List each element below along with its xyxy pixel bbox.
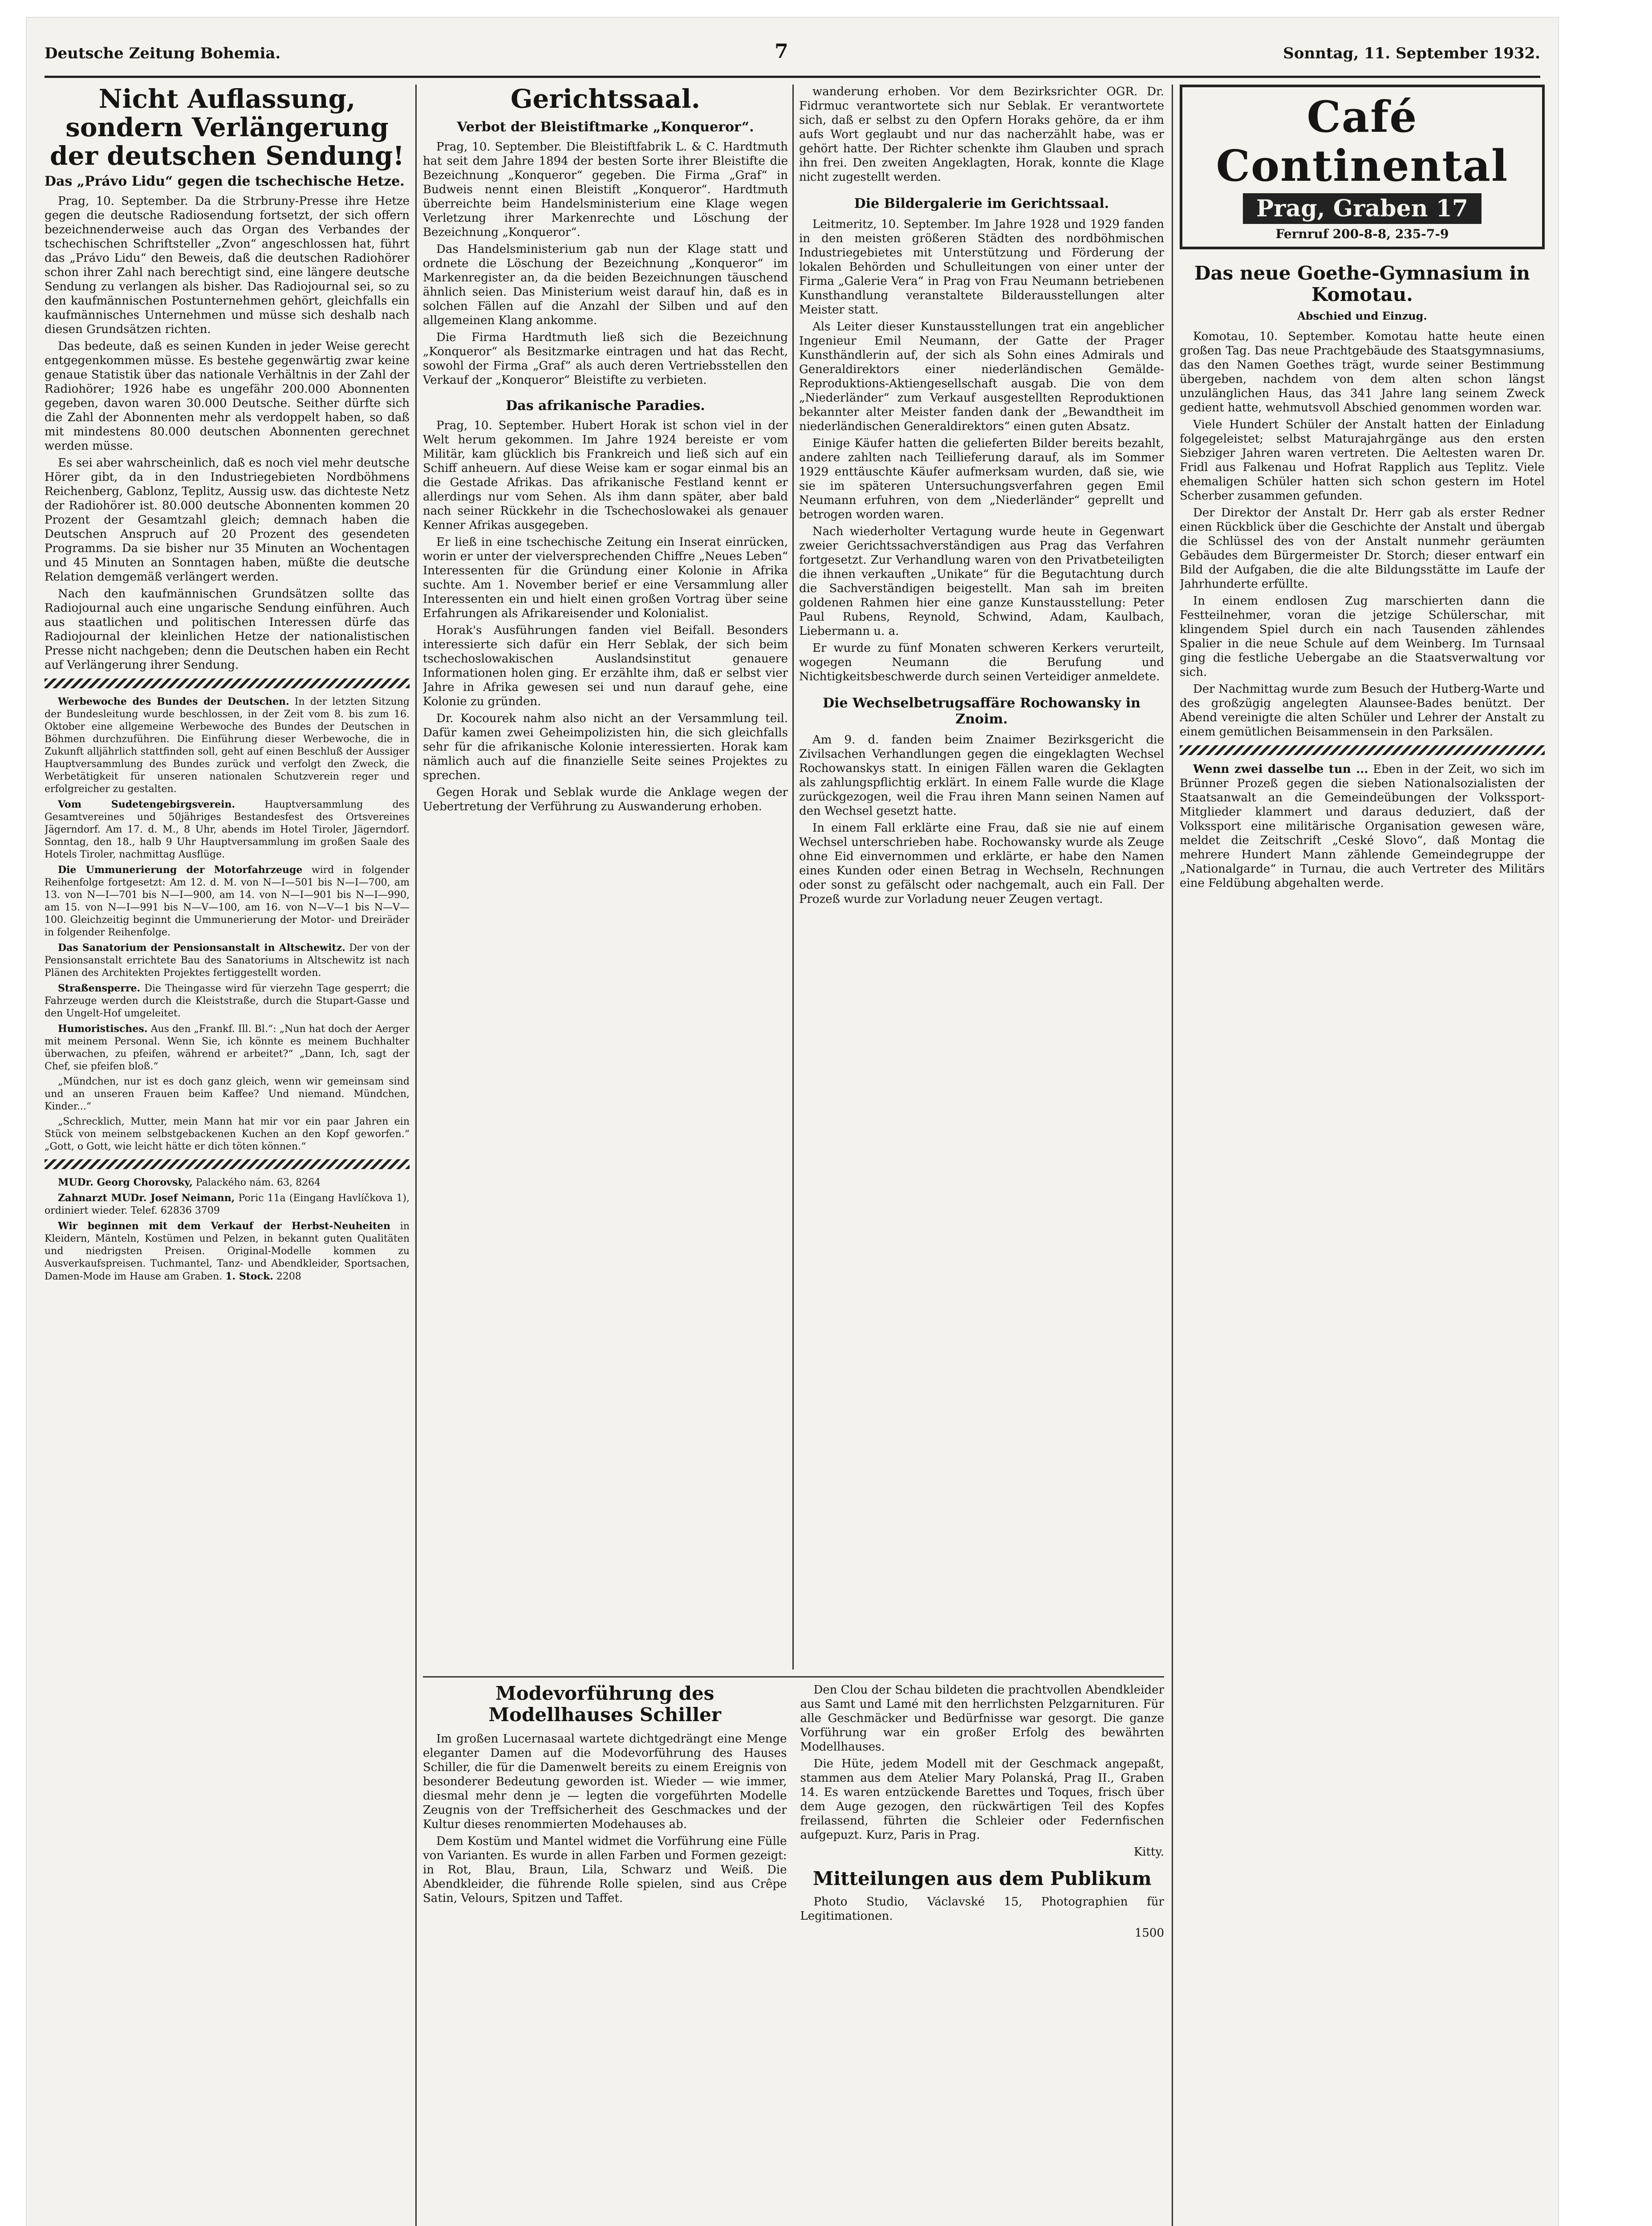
paragraph: „Mündchen, nur ist es doch ganz gleich, wenn wir gemeinsam sind und an unseren Frauen beim Kaffee? Und niemand. Mündchen, Kinder...“ <box>45 1076 410 1112</box>
column-rule <box>415 85 417 2226</box>
paragraph: wanderung erhoben. Vor dem Bezirksrichter OGR. Dr. Fidrmuc verantwortete sich nur Seblak. Er verantwortete sich, daß er selbst zu den Opfern Horaks gehöre, da er ihm aufs Wort geglaubt und nur das nacherzählt habe, was er gehört hatte. Der Richter schenkte ihm Glauben und sprach ihn frei. Den zweiten Angeklagten, Horak, konnte die Klage nicht zugestellt werden. <box>799 85 1164 184</box>
article-headline: Nicht Auflassung, sondern Verlängerung der deutschen Sendung! <box>50 85 404 171</box>
section-title: Gerichtssaal. <box>511 85 700 114</box>
advert-doctor-address: Palackého nám. 63, <box>195 1177 293 1188</box>
notice-title: Werbewoche des Bundes der Deutschen. <box>58 696 289 707</box>
paragraph: Die Hüte, jedem Modell mit der Geschmack angepaßt, stammen aus dem Atelier Mary Polanská, Prag II., Graben 14. Es waren entzückende Barettes und Toques, frisch über dem Auge gezogen, den rückwärtigen Teil des Kopfes freilassend, führten die Schleier oder Federnfischen aufgepuzt. Kurz, Paris in Prag. <box>800 1757 1164 1842</box>
notice-title: Das Sanatorium der Pensionsanstalt in Altschewitz. <box>58 942 345 954</box>
paragraph: Horak's Ausführungen fanden viel Beifall. Besonders interessierte sich dafür ein Herr Seblak, der sich beim tschechoslowakischen Auslandsinstitut genauere Informationen holen ging. Er erzählte ihm, daß er selbst vier Jahre in Afrika gewesen sei und nun darauf gehe, eine Kolonie zu gründen. <box>423 624 788 708</box>
article-headline: Das neue Goethe-Gymnasium in Komotau. <box>1194 262 1530 305</box>
paragraph: Dr. Kocourek nahm also nicht an der Versammlung teil. Dafür kamen zwei Geheimpolizisten hin, die sich gleichfalls sehr für die afrikanische Kolonie interessierten. Horak kam nämlich auch auf die finanzielle Seite seines Projektes zu sprechen. <box>423 712 788 782</box>
article-subheadline: Abschied und Einzug. <box>1297 309 1427 322</box>
paragraph: Nach wiederholter Vertagung wurde heute in Gegenwart zweier Gerichtssachverständigen aus Prag das Verfahren fortgesetzt. Zur Verhandlung waren von den Privatbeteiligten die ihnen verkauften „Unikate“ für die Begutachtung durch die Sachverständigen beigestellt. Man sah im breiten goldenen Rahmen hier eine ganze Kunstausstellung: Peter Paul Rubens, Reynold, Schwind, Adam, Kaulbach, Liebermann u. a. <box>799 525 1164 638</box>
paragraph: Als Leiter dieser Kunstausstellungen trat ein angeblicher Ingenieur Emil Neumann, der Gatte der Prager Kunsthändlerin auf, der sich als Sohn eines Admirals und Generaldirektors einer niederländischen Gemälde-Reproduktions-Aktiengesellschaft ausgab. Die von dem „Niederländer“ zum Verkauf ausgestellten Reproduktionen bekannter alter Meister fanden dank der „Bewandtheit im niederländischen Generaldirektors“ einen guten Absatz. <box>799 320 1164 433</box>
author-signature: Kitty. <box>1133 1845 1164 1859</box>
paragraph: Es sei aber wahrscheinlich, daß es noch viel mehr deutsche Hörer gibt, da in den Industriegebieten Nordböhmens Reichenberg, Gablonz, Teplitz, Aussig usw. das dichteste Netz der Radiohörer ist. 80.000 deutsche Abonnenten kommen 20 Prozent der Gesamtzahl gleich; demnach haben die Deutschen Anspruch auf 20 Prozent des gesendeten Programms. Da sie bisher nur 35 Minuten an Wochentagen und 45 Minuten an Sonntagen haben, müßte die deutsche Relation demgemäß verlängert werden. <box>45 456 410 584</box>
paragraph: Prag, 10. September. Da die Strbruny-Presse ihre Hetze gegen die deutsche Radiosendung fortsetzt, der sich offern bezeichnenderweise auch das Organ des Verbandes der tschechischen Schriftsteller „Zvon“ angeschlossen hat, führt das „Právo Lidu“ den Beweis, daß die deutschen Radiohörer schon ihrer Zahl nach berechtigt sind, eine längere deutsche Sendung zu verlangen als bisher. Das Radiojournal sei, so zu den kaufmännischen Postunternehmen gehört, gleichfalls ein kaufmännisches Unternehmen und müsse sich deshalb nach diesen Grundsätzen richten. <box>45 195 410 336</box>
notice-text: Hauptversammlung des Gesamtvereines und 50jähriges Bestandesfest des Ortsvereines Jägerndorf. Am 17. d. M., 8 Uhr, abends im Hotel Tiroler, Jägerndorf. Sonntag, den 18., halb 9 Uhr Hauptversammlung im großen Saale des Hotels Tiroler, nachmittag Ausflüge. <box>45 799 410 860</box>
advert-name: Café Continental <box>1216 92 1509 191</box>
advert-doctor-name: MUDr. Georg Chorovsky, <box>58 1177 193 1188</box>
paragraph: Der Direktor der Anstalt Dr. Herr gab als erster Redner einen Rückblick über die Geschichte der Anstalt und übergab die Schlüssel des von der Anstalt nunmehr geräumten Gebäudes dem Bürgermeister Dr. Storch; dieser entwarf ein Bild der Aufgaben, die die alte Bildungsstätte im Laufe der Jahrhunderte erfüllte. <box>1180 506 1545 591</box>
notice-title: Humoristisches. <box>58 1023 148 1035</box>
advert-text: in Kleidern, Mänteln, Kostümen und Pelzen, in bekannt guten Qualitäten und niedrigsten Preisen. Original-Modelle kommen zu Ausverkaufspreisen. Tuchmantel, Tanz- und Abendkleider, Sportsachen, Damen-Mode im Hause am Graben. <box>45 1221 410 1282</box>
column-rule <box>1172 85 1173 2226</box>
advert-number: 1500 <box>1134 1926 1164 1940</box>
paragraph: In einem Fall erklärte eine Frau, daß sie nie auf einem Wechsel unterschrieben habe. Rochowansky wurde als Zeuge ohne Eid einvernommen und erklärte, er habe den Namen eines Kunden oder einen Betrag in Wechseln, Rechnungen oder sonst zu gefälscht oder nachgemalt, auch ein Fall. Der Prozeß wurde zur Vorladung neuer Zeugen vertagt. <box>799 821 1164 906</box>
page-number: 7 <box>775 40 788 63</box>
notice-title: Vom Sudetengebirgsverein. <box>58 799 235 810</box>
article-headline: Modevorführung des Modellhauses Schiller <box>488 1683 722 1726</box>
column-3 <box>799 85 1164 1670</box>
paragraph: Komotau, 10. September. Komotau hatte heute einen großen Tag. Das neue Prachtgebäude des Staatsgymnasiums, das den Namen Goethes trägt, wurde seiner Bestimmung übergeben, nachdem von dem alten schon längst unzulänglichen Haus, das 341 Jahre lang seinem Zweck gedient hatte, wehmutsvoll Abschied genommen worden war. <box>1180 330 1545 414</box>
article-subtitle: Das „Právo Lidu“ gegen die tschechische Hetze. <box>45 174 405 189</box>
advert-footer: 1. Stock. <box>225 1271 273 1282</box>
paragraph: „Schrecklich, Mutter, mein Mann hat mir vor ein paar Jahren ein Stück von meinem selbstgebackenen Kuchen an den Kopf geworfen.“ „Gott, o Gott, wie leicht hätte er dich töten können.“ <box>45 1116 410 1152</box>
advert-number: 2208 <box>276 1271 301 1282</box>
column-4 <box>1180 85 1545 2226</box>
notice-title: Die Ummunerierung der Motorfahrzeuge <box>58 864 303 876</box>
notice-text: Aus den „Frankf. Ill. Bl.“: „Nun hat doch der Aerger mit meinem Personal. Wenn Sie, ich könnte es meinem Buchhalter überwachen, zu pfeifen, während er arbeitet?“ „Dann, Ich, sagt der Chef, sie pfeifen bloß.“ <box>45 1024 410 1072</box>
section-divider <box>1180 745 1545 755</box>
paragraph: Er ließ in eine tschechische Zeitung ein Inserat einrücken, worin er unter der vielversprechenden Chiffre „Neues Leben“ Interessenten für die Gründung einer Kolonie in Afrika suchte. Am 1. November berief er eine Versammlung aller Interessenten ein und hielt einen großen Vortrag über seine Erfahrungen als Afrikareisender und Kolonialist. <box>423 536 788 620</box>
fashion-article-continued <box>800 1683 1165 1943</box>
notice-text: Die Theingasse wird für vierzehn Tage gesperrt; die Fahrzeuge werden durch die Kleiststraße, durch die Stupart-Gasse und den Ungelt-Hof umgeleitet. <box>45 983 410 1019</box>
fashion-article <box>423 1683 787 1943</box>
paragraph: Gegen Horak und Seblak wurde die Anklage wegen der Uebertretung der Verführung zu Auswanderung erhoben. <box>423 786 788 813</box>
issue-date: Sonntag, 11. September 1932. <box>1283 45 1540 62</box>
paragraph: Photo Studio, Václavské 15, Photographien für Legitimationen. <box>800 1895 1164 1923</box>
article-headline: Verbot der Bleistiftmarke „Konqueror“. <box>457 119 754 135</box>
page-header <box>45 27 1540 78</box>
paragraph: Den Clou der Schau bildeten die prachtvollen Abendkleider aus Samt und Lamé mit den herrlichsten Pelzgarnituren. Für alle Geschmäcker und Bedürfnisse war gesorgt. Die ganze Vorführung war ein großer Erfolg des bewährten Modellhauses. <box>800 1683 1164 1754</box>
paragraph: In einem endlosen Zug marschierten dann die Festteilnehmer, voran die jetzige Schülerschar, mit klingendem Spiel durch ein nach Tausenden zählendes Spalier in die neue Schule auf dem Weinberg. Im Turnsaal ging die festliche Uebergabe an die Staatsverwaltung vor sich. <box>1180 594 1545 679</box>
paragraph: Er wurde zu fünf Monaten schweren Kerkers verurteilt, wogegen Neumann die Berufung und Nichtigkeitsbeschwerde durch seinen Verteidiger anmeldete. <box>799 642 1164 683</box>
advert-title: Wir beginnen mit dem Verkauf der Herbst-Neuheiten <box>58 1220 391 1232</box>
paragraph: Im großen Lucernasaal wartete dichtgedrängt eine Menge eleganter Damen auf die Modevorführung des Hauses Schiller, die für die Damenwelt bereits zu einem Ereignis von besonderer Bedeutung geworden ist. Wieder — wie immer, diesmal mehr denn je — legten die vorgeführten Modelle Zeugnis von der Treffsicherheit des Geschmackes und der Kultur dieses renommierten Modehauses ab. <box>423 1732 787 1831</box>
newspaper-name: Deutsche Zeitung Bohemia. <box>45 45 281 62</box>
column-2 <box>423 85 788 1670</box>
section-title: Mitteilungen aus dem Publikum <box>812 1868 1152 1889</box>
paragraph: Nach den kaufmännischen Grundsätzen sollte das Radiojournal auch eine ungarische Sendung einführen. Auch aus staatlichen und politischen Interessen dürfe das Radiojournal der kleinlichen Hetze der nationalistischen Presse nicht nachgeben; denn die Deutschen haben ein Recht auf Verlängerung ihrer Sendung. <box>45 587 410 672</box>
article-headline: Die Bildergalerie im Gerichtssaal. <box>854 196 1109 211</box>
paragraph: Dem Kostüm und Mantel widmet die Vorführung eine Fülle von Varianten. Es wurde in allen Farben und Formen gezeigt: in Rot, Blau, Braun, Lila, Schwarz und Weiß. Die Abendkleider, die führende Rolle spielen, sind aus Crêpe Satin, Velours, Spitzen und Taffet. <box>423 1835 787 1905</box>
paragraph: Einige Käufer hatten die gelieferten Bilder bereits bezahlt, andere zahlten nach Teillieferung darauf, als im Sommer 1929 enttäuschte Käufer aufmerksam wurden, daß sie, wie sie im späteren Untersuchungsverfahren gegen Emil Neumann erfuhren, von dem „Niederländer“ geprellt und betrogen worden waren. <box>799 437 1164 521</box>
cafe-advert <box>1180 85 1545 249</box>
advert-number: 8264 <box>296 1177 321 1188</box>
advert-phone: Fernruf 200-8-8, 235-7-9 <box>1275 227 1449 241</box>
paragraph: Am 9. d. fanden beim Znaimer Bezirksgericht die Zivilsachen Verhandlungen gegen die eingeklagten Wechsel Rochowanskys statt. In einigen Fällen waren die Geklagten als zahlungspflichtig erklärt. In einem Falle wurde die Klage zurückgezogen, weil die Frau ihren Mann seinen Namen auf den Wechsel gesetzt hatte. <box>799 733 1164 818</box>
column-rule <box>792 85 794 1670</box>
article-headline: Die Wechselbetrugsaffäre Rochowansky in Znoim. <box>823 695 1141 727</box>
column-1 <box>45 85 410 2226</box>
paragraph: Die Firma Hardtmuth ließ sich die Bezeichnung „Konqueror“ als Besitzmarke eintragen und hat das Recht, sowohl der Firma „Graf“ als auch deren Vertriebsstellen den Verkauf der „Konqueror“ Bleistifte zu verbieten. <box>423 331 788 387</box>
notice-title: Straßensperre. <box>58 983 141 994</box>
section-divider <box>45 1159 410 1169</box>
advert-address: Prag, Graben 17 <box>1243 193 1482 224</box>
paragraph: Das Handelsministerium gab nun der Klage statt und ordnete die Löschung der Bezeichnung „Konqueror“ im Markenregister an, da die beiden Bezeichnungen täuschend ähnlich seien. Das Ministerium weist darauf hin, daß es in solchen Fällen auf die Anzahl der Silben und auf den allgemeinen Klang ankomme. <box>423 243 788 327</box>
paragraph: Prag, 10. September. Die Bleistiftfabrik L. & C. Hardtmuth hat seit dem Jahre 1894 der besten Sorte ihrer Bleistifte die Bezeichnung „Konqueror“ gegeben. Die Firma „Graf“ in Budweis nennt einen Bleistift „Konqueror“. Hardtmuth überreichte beim Handelsministerium eine Klage wegen Verletzung ihrer Markenrechte und Löschung der Bezeichnung „Konqueror“. <box>423 140 788 239</box>
section-rule <box>423 1676 1164 1678</box>
paragraph: Viele Hundert Schüler der Anstalt hatten der Einladung folgegeleistet; selbst Maturajahrgänge aus den ersten Siebziger Jahren waren vertreten. Die Aeltesten waren Dr. Fridl aus Falkenau und Hofrat Rapplich aus Teplitz. Viele ehemaligen Schüler hatten sich schon gestern im Hotel Scherber zusammen gefunden. <box>1180 418 1545 503</box>
notice-text: Der von der Pensionsanstalt errichtete Bau des Sanatoriums in Altschewitz ist nach Plänen des Architekten Projektes fertiggestellt worden. <box>45 942 410 979</box>
paragraph: Der Nachmittag wurde zum Besuch der Hutberg-Warte und des großzügig angelegten Alaunsee-Bades benützt. Der Abend vereinigte die alten Schüler und Lehrer der Anstalt zu einem gemütlichen Beisammensein in den Parksälen. <box>1180 682 1545 739</box>
notice-text: In der letzten Sitzung der Bundesleitung wurde beschlossen, in der Zeit vom 8. bis zum 16. Oktober eine allgemeine Werbewoche des Bundes der Deutschen in Böhmen durchzuführen. Die Einführung dieser Werbewoche, die in Zukunft alljährlich stattfinden soll, geht auf einen Beschluß der Aussiger Hauptversammlung des Bundes zurück und verfolgt den Zweck, die Werbetätigkeit für unseren nationalen Schutzverein reger und erfolgreicher zu gestalten. <box>45 696 410 795</box>
newspaper-page <box>27 18 1558 2226</box>
advert-number: 3709 <box>195 1205 220 1216</box>
paragraph: Leitmeritz, 10. September. Im Jahre 1928 und 1929 fanden in den meisten größeren Städten des nordböhmischen Industriegebietes mit Unterstützung und Förderung der lokalen Behörden und Schulleitungen von einer unter der Firma „Galerie Vera“ in Prag von Frau Neumann betriebenen Kunsthandlung veranstaltete Bilderausstellungen alter Meister statt. <box>799 218 1164 317</box>
paragraph: Das bedeute, daß es seinen Kunden in jeder Weise gerecht entgegenkommen müsse. Es bestehe gegenwärtig zwar keine genaue Statistik über das nationale Verhältnis in der Zahl der Radiohörer; 1926 habe es ungefähr 200.000 Abonnenten gegeben, davon waren 30.000 Deutsche. Seither dürfte sich die Zahl der Abonnenten mehr als verdoppelt haben, so daß mit mindestens 80.000 deutschen Abonnenten gerechnet werden müsse. <box>45 340 410 453</box>
section-divider <box>45 678 410 688</box>
paragraph: Prag, 10. September. Hubert Horak ist schon viel in der Welt herum gekommen. Im Jahre 1924 bereiste er vom Militär, kam glücklich bis Frankreich und ließ sich auf ein Schiff anheuern. Auf diese Weise kam er sogar einmal bis an die Gestade Afrikas. Das afrikanische Festland kennt er allerdings nur vom Sehen. Als ihm dann später, aber bald nach seiner Rückkehr in die Tschechoslowakei als genauer Kenner Afrikas ausgegeben. <box>423 419 788 532</box>
article-headline: Das afrikanische Paradies. <box>506 398 705 414</box>
article-headline: Wenn zwei dasselbe tun ... <box>1193 763 1368 776</box>
advert-doctor-address: Poric 11a (Eingang Havlíčkova 1), ordiniert wieder. Telef. 62836 <box>45 1193 410 1216</box>
advert-doctor-name: Zahnarzt MUDr. Josef Neimann, <box>58 1192 235 1204</box>
paragraph: Eben in der Zeit, wo sich im Brünner Prozeß gegen die sieben Nationalsozialisten der Staatsanwalt an die Gemeindeübungen der Volkssport-Mitglieder klammert und daraus deduziert, daß der Volkssport eine militärische Organisation gewesen wäre, meldet die Zeitschrift „Ceské Slovo“, daß Montag die mehrere Hundert Mann zählende Gemeindegruppe der „Nationalgarde“ in Turnau, die auch Vertreter des Militärs eine Feldübung abgehalten werde. <box>1180 763 1545 890</box>
bottom-section <box>423 1683 1164 2226</box>
notice-text: wird in folgender Reihenfolge fortgesetzt: Am 12. d. M. von N—I—501 bis N—I—700, am 13. von N—I—701 bis N—I—900, am 14. von N—I—901 bis N—I—990, am 15. von N—I—991 bis N—V—100, am 16. von N—V—1 bis N—V—100. Gleichzeitig beginnt die Ummunerierung der Motor- und Dreiräder in folgender Reihenfolge. <box>45 865 410 938</box>
